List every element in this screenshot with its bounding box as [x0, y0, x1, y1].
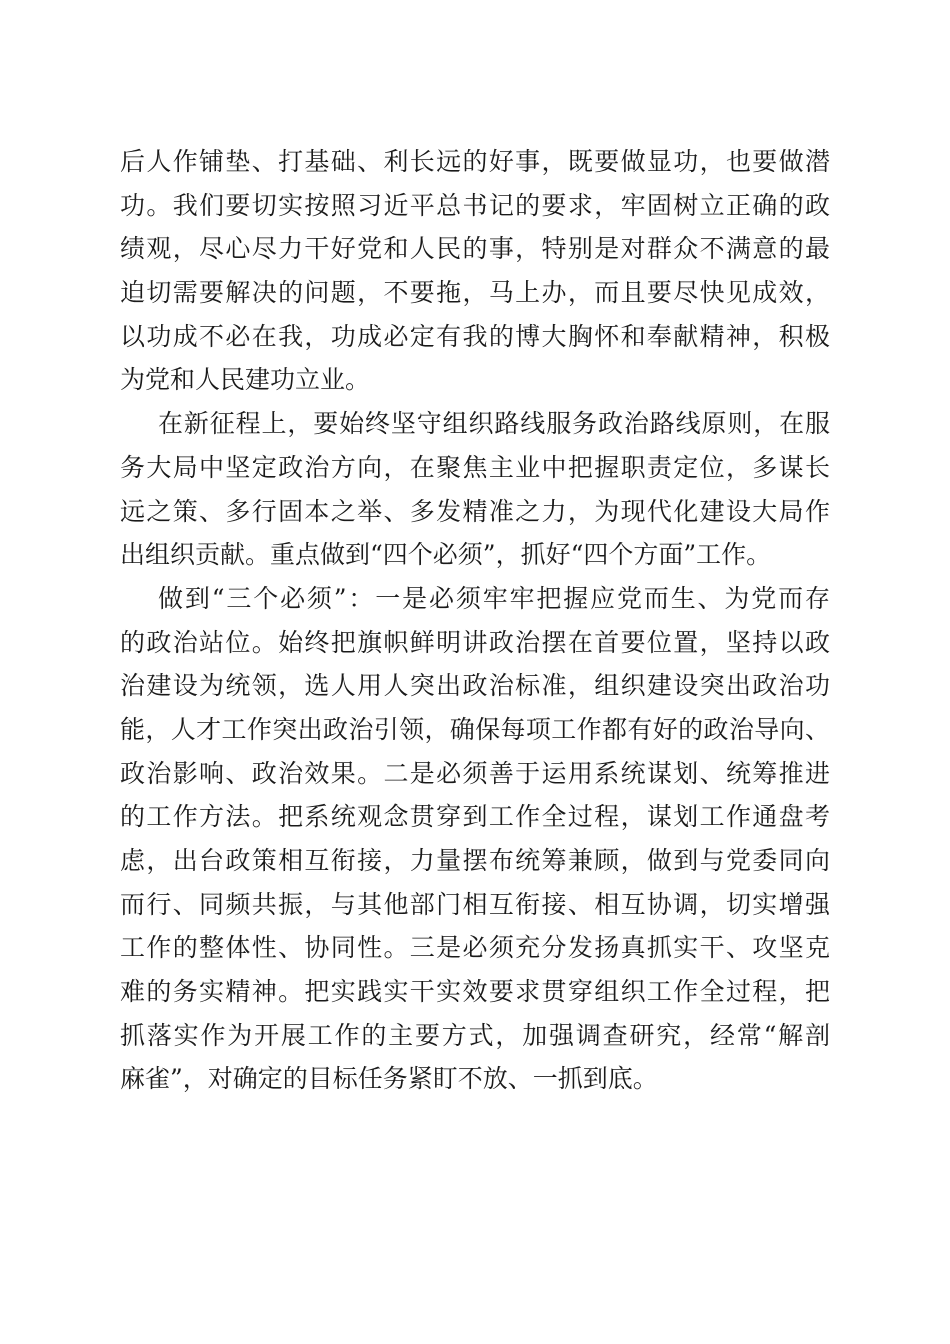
paragraph-line: 在新征程上，要始终坚守组织路线服务政治路线原则，在服	[158, 409, 830, 439]
paragraph-line: 后人作铺垫、打基础、利长远的好事，既要做显功，也要做潜	[120, 147, 830, 176]
paragraph-line: 治建设为统领，选人用人突出政治标准，组织建设突出政治功	[120, 671, 830, 701]
paragraph-line: 为党和人民建功立业。	[120, 365, 371, 395]
paragraph-line: 务大局中坚定政治方向，在聚焦主业中把握职责定位，多谋长	[120, 452, 830, 482]
paragraph-line: 出组织贡献。重点做到“四个必须”，抓好“四个方面”工作。	[120, 540, 772, 570]
paragraph-line: 麻雀”，对确定的目标任务紧盯不放、一抓到底。	[120, 1064, 658, 1094]
paragraph-line: 抓落实作为开展工作的主要方式，加强调查研究，经常“解剖	[120, 1020, 830, 1050]
paragraph-line: 能，人才工作突出政治引领，确保每项工作都有好的政治导向、	[120, 714, 830, 744]
paragraph-line: 远之策、多行固本之举、多发精准之力，为现代化建设大局作	[120, 496, 830, 526]
paragraph-line: 的工作方法。把系统观念贯穿到工作全过程，谋划工作通盘考	[120, 802, 830, 832]
paragraph-line: 做到“三个必须”：一是必须牢牢把握应党而生、为党而存	[158, 583, 830, 613]
paragraph-line: 以功成不必在我，功成必定有我的博大胸怀和奉献精神，积极	[120, 321, 830, 351]
paragraph-line: 迫切需要解决的问题，不要拖，马上办，而且要尽快见成效，	[120, 278, 830, 308]
paragraph-line: 的政治站位。始终把旗帜鲜明讲政治摆在首要位置，坚持以政	[120, 627, 830, 657]
paragraph-2	[120, 402, 830, 577]
paragraph-line: 难的务实精神。把实践实干实效要求贯穿组织工作全过程，把	[120, 977, 830, 1007]
paragraph-3	[120, 577, 830, 1101]
paragraph-1	[120, 140, 830, 402]
paragraph-line: 工作的整体性、协同性。三是必须充分发扬真抓实干、攻坚克	[120, 933, 830, 963]
paragraph-line: 虑，出台政策相互衔接，力量摆布统筹兼顾，做到与党委同向	[120, 846, 830, 875]
paragraph-line: 绩观，尽心尽力干好党和人民的事，特别是对群众不满意的最	[120, 234, 830, 264]
paragraph-line: 政治影响、政治效果。二是必须善于运用系统谋划、统筹推进	[120, 758, 830, 788]
paragraph-line: 功。我们要切实按照习近平总书记的要求，牢固树立正确的政	[120, 190, 830, 220]
paragraph-line: 而行、同频共振，与其他部门相互衔接、相互协调，切实增强	[120, 889, 830, 919]
body-text	[120, 140, 830, 1101]
